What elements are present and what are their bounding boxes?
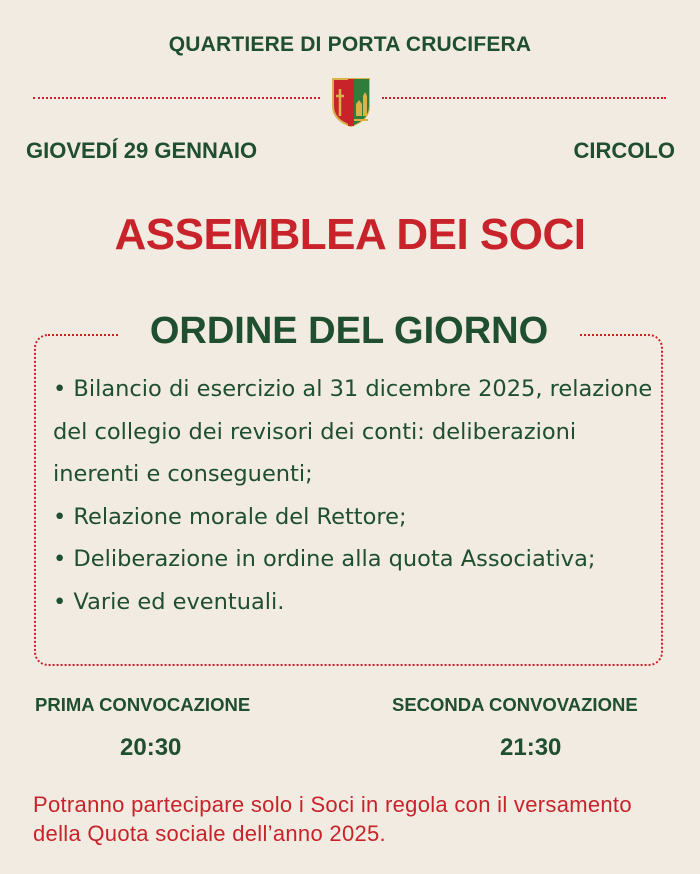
eligibility-note: Potranno partecipare solo i Soci in regola con il versamento della Quota sociale dell’anno 2025.: [33, 792, 632, 846]
agenda-item: • Bilancio di esercizio al 31 dicembre 2025, relazione del collegio dei revisori dei conti: deliberazioni inerenti e conseguenti;: [53, 376, 653, 487]
agenda-title: ORDINE DEL GIORNO: [118, 310, 580, 353]
agenda-item: • Deliberazione in ordine alla quota Associativa;: [53, 546, 596, 572]
first-convocation-time: 20:30: [120, 734, 182, 761]
first-convocation-label: PRIMA CONVOCAZIONE: [35, 694, 251, 715]
event-location: CIRCOLO: [573, 138, 675, 163]
organization-title: QUARTIERE DI PORTA CRUCIFERA: [168, 33, 532, 56]
left-divider: [33, 97, 320, 99]
agenda-list: [53, 368, 653, 623]
event-title: ASSEMBLEA DEI SOCI: [114, 210, 586, 259]
agenda-item: • Relazione morale del Rettore;: [53, 503, 407, 530]
agenda-item: • Varie ed eventuali.: [53, 588, 285, 615]
right-divider: [382, 97, 666, 99]
event-date: GIOVEDÍ 29 GENNAIO: [26, 138, 258, 163]
second-convocation-time: 21:30: [500, 734, 562, 761]
second-convocation-label: SECONDA CONVOVAZIONE: [392, 694, 638, 715]
crest-icon: [330, 76, 372, 128]
